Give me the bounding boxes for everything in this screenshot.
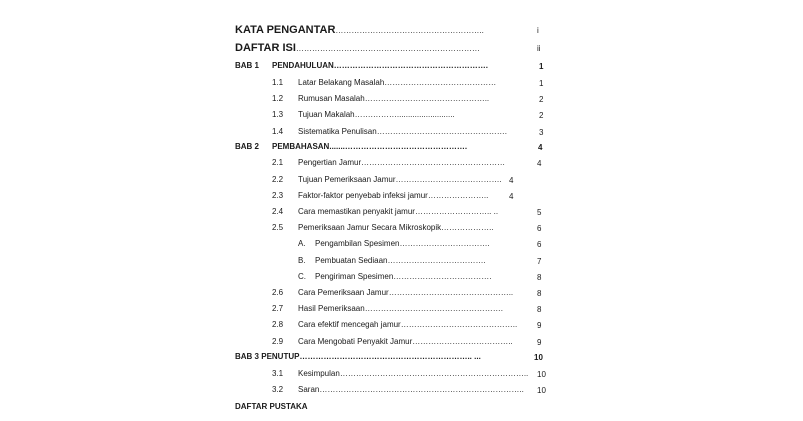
toc-dots: ……………………………………………………….. ... <box>299 352 481 361</box>
toc-page: ii <box>537 44 541 53</box>
toc-bab2-number: BAB 2 <box>235 142 260 151</box>
toc-page: 9 <box>537 321 542 330</box>
toc-kata-pengantar[interactable] <box>235 24 484 36</box>
toc-page: 10 <box>534 353 543 362</box>
toc-dots: ……………………………….. <box>412 337 513 346</box>
toc-item-num: 1.4 <box>272 127 284 136</box>
toc-item-label: Cara memastikan penyakit jamur <box>298 207 415 216</box>
toc-item[interactable] <box>298 158 505 167</box>
toc-label: KATA PENGANTAR <box>235 24 336 36</box>
toc-item-label: Pemeriksaan Jamur Secara Mikroskopik <box>298 223 442 232</box>
toc-item[interactable] <box>298 320 517 329</box>
toc-page: 2 <box>539 95 544 104</box>
toc-page: 5 <box>537 208 542 217</box>
toc-page: i <box>537 26 539 35</box>
toc-item[interactable] <box>298 110 455 119</box>
toc-item[interactable] <box>298 288 513 297</box>
toc-dots: ………………….. <box>427 191 489 200</box>
toc-item-label: Kesimpulan <box>298 369 340 378</box>
toc-page: 4 <box>509 176 514 185</box>
toc-dots: ……………………….. .. <box>414 207 499 216</box>
toc-page: 1 <box>539 62 544 71</box>
toc-dots: .......………………………………………. <box>329 142 468 151</box>
toc-dots: ……………….. <box>441 223 494 232</box>
toc-title: PENDAHULUAN <box>272 61 334 70</box>
toc-dots: ………………………………………………………………….. <box>319 385 524 394</box>
toc-item-num: 2.5 <box>272 223 284 232</box>
toc-item[interactable] <box>298 127 507 136</box>
toc-page: 9 <box>537 338 542 347</box>
toc-page: 4 <box>537 159 542 168</box>
toc-item-label: Hasil Pemeriksaan <box>298 304 365 313</box>
toc-item[interactable] <box>298 223 494 232</box>
toc-item-label: Pengiriman Spesimen <box>315 272 394 281</box>
toc-sub-item[interactable] <box>315 272 492 281</box>
toc-item[interactable] <box>298 369 528 378</box>
toc-sub-letter: A. <box>298 239 306 248</box>
toc-daftar-pustaka[interactable]: DAFTAR PUSTAKA <box>235 402 308 411</box>
toc-item[interactable] <box>298 94 489 103</box>
toc-sub-letter: B. <box>298 256 306 265</box>
toc-item-label: Cara Pemeriksaan Jamur <box>298 288 389 297</box>
toc-bab1[interactable] <box>272 61 488 70</box>
toc-page: 6 <box>537 240 542 249</box>
toc-sub-item[interactable] <box>315 256 486 265</box>
toc-item-num: 2.8 <box>272 320 284 329</box>
toc-page: 10 <box>537 386 546 395</box>
toc-label: DAFTAR ISI <box>235 42 296 54</box>
toc-dots: ……………………………………….. <box>388 288 514 297</box>
toc-item[interactable] <box>298 207 498 216</box>
toc-item-label: Latar Belakang Masalah <box>298 78 385 87</box>
toc-page: 8 <box>537 289 542 298</box>
toc-item-label: Cara efektif mencegah jamur <box>298 320 401 329</box>
toc-item[interactable] <box>298 337 513 346</box>
toc-page: 10 <box>537 370 546 379</box>
toc-item[interactable] <box>298 191 488 200</box>
toc-item[interactable] <box>298 78 496 87</box>
toc-page: 8 <box>537 273 542 282</box>
toc-daftar-isi[interactable] <box>235 42 480 54</box>
toc-item-num: 2.2 <box>272 175 284 184</box>
toc-item-label: Pembuatan Sediaan <box>315 256 388 265</box>
toc-dots: …………………………………………………. <box>333 61 489 70</box>
toc-item[interactable] <box>298 304 503 313</box>
toc-item-num: 3.1 <box>272 369 284 378</box>
toc-page: 4 <box>538 143 543 152</box>
toc-item-num: 2.6 <box>272 288 284 297</box>
toc-dots: …………………………………… <box>384 78 497 87</box>
toc-item-num: 1.1 <box>272 78 284 87</box>
toc-dots: …………………………………. <box>395 175 502 184</box>
toc-page: 8 <box>537 305 542 314</box>
toc-item-num: 2.1 <box>272 158 284 167</box>
toc-dots: ……………………………………….. <box>364 94 490 103</box>
toc-dots: ………………………………. <box>387 256 486 265</box>
toc-title: PEMBAHASAN <box>272 142 330 151</box>
toc-item-label: Cara Mengobati Penyakit Jamur <box>298 337 413 346</box>
toc-page: 4 <box>509 192 514 201</box>
toc-item-label: Faktor-faktor penyebab infeksi jamur <box>298 191 428 200</box>
toc-dots: ………………………………. <box>393 272 492 281</box>
toc-item-label: Rumusan Masalah <box>298 94 365 103</box>
toc-item-num: 2.7 <box>272 304 284 313</box>
toc-item-label: Saran <box>298 385 320 394</box>
toc-bab2[interactable] <box>272 142 467 151</box>
toc-dots: ……………………………………………. <box>364 304 503 313</box>
toc-item-num: 2.9 <box>272 337 284 346</box>
toc-item-num: 1.3 <box>272 110 284 119</box>
toc-bab3[interactable] <box>235 352 481 361</box>
toc-bab1-number: BAB 1 <box>235 61 260 70</box>
toc-dots: …………………………………………. <box>376 127 507 136</box>
toc-item-num: 2.3 <box>272 191 284 200</box>
toc-page: 6 <box>537 224 542 233</box>
toc-item-label: Tujuan Makalah <box>298 110 355 119</box>
toc-sub-item[interactable] <box>315 239 490 248</box>
toc-dots: ……………………………………………… <box>361 158 506 167</box>
toc-dots: ……………………………. <box>399 239 490 248</box>
toc-item-label: Pengambilan Spesimen <box>315 239 400 248</box>
toc-dots: ……………………………………………….. <box>335 26 484 35</box>
toc-item-num: 3.2 <box>272 385 284 394</box>
toc-item-label: Sistematika Penulisan <box>298 127 377 136</box>
toc-item-label: Pengertian Jamur <box>298 158 362 167</box>
toc-dots: …………………………………………………………….. <box>339 369 529 378</box>
toc-item-num: 1.2 <box>272 94 284 103</box>
toc-page: 1 <box>539 79 544 88</box>
toc-sub-letter: C. <box>298 272 306 281</box>
toc-item[interactable] <box>298 175 502 184</box>
toc-item-num: 2.4 <box>272 207 284 216</box>
toc-item[interactable] <box>298 385 524 394</box>
toc-page: 7 <box>537 257 542 266</box>
toc-page: 2 <box>539 111 544 120</box>
toc-dots: …….……….......................... <box>354 110 455 119</box>
toc-dots: …………………………………….. <box>400 320 518 329</box>
toc-page: 3 <box>539 128 544 137</box>
cut-off-text-fragment <box>235 414 435 421</box>
toc-item-label: Tujuan Pemeriksaan Jamur <box>298 175 396 184</box>
toc-title: BAB 3 PENUTUP <box>235 352 300 361</box>
toc-dots: …………………………………………………………… <box>295 44 480 53</box>
